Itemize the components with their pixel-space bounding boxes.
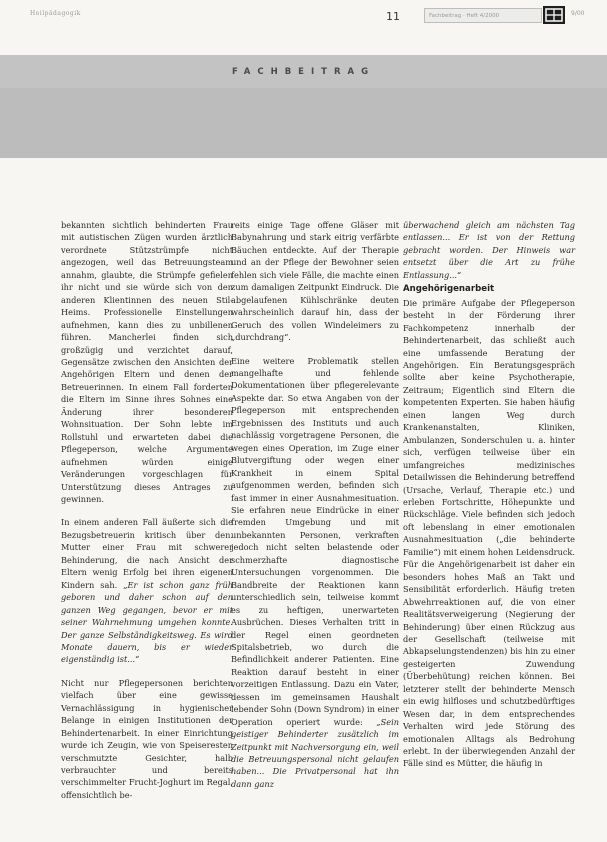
header-page-number: 11 [386, 10, 400, 23]
paragraph: Die primäre Aufgabe der Pflegeperson besteht in der Förderung ihrer Fachkompetenz innerhalb der Behindertenarbeit, das schließt auch eine umfassende Beratung der Angehörigen. Ein Beratungsgespräch sollte aber keine Psychotherapie, Zeitraum; Eigentlich sind Eltern die kompetenten Experten. Sie haben häufig einen langen Weg durch Krankenanstalten, Kliniken, Ambulanzen, Sonderschulen u. a. hinter sich, verfügen teilweise über ein umfangreiches medizinisches Detailwissen die Behinderung betreffend (Ursache, Verlauf, Therapie etc.) und erleben Fortschritte, Höhepunkte und Rückschläge. Viele befinden sich jedoch oft lebenslang in einer emotionalen Ausnahmesituation („die behinderte Familie“) mit einem hohen Leidensdruck. Für die Angehörigenarbeit ist daher ein besonders hohes Maß an Takt und Sensibilität erforderlich. Häufig treten Abwehrreaktionen auf, die von einer Realitätsverweigerung (Negierung der Behinderung) über einen Rückzug aus der Gesellschaft (teilweise mit Abkapselungstendenzen) bis hin zu einer gesteigerten Zuwendung (Überbehütung) reichen können. Bei letzterer stellt der behinderte Mensch ein ewig hilfloses und schutzbedürftiges Wesen dar, in dem entsprechendes Verhalten wird jede Störung des emotionalen Alltags als Bedrohung erlebt. In der überwiegenden Anzahl der Fälle sind es Mütter, die häufig in [403, 297, 575, 769]
banner-image-area [0, 88, 607, 158]
paragraph-text: In einem anderen Fall äußerte sich die Bezugsbetreuerin kritisch über den. Mutter einer Frau mit schwerer Behinderung, die nach Ansicht der Eltern wenig Erfolg bei ihren eigenen Kindern sah. [61, 517, 233, 590]
text-column-1 [61, 219, 233, 812]
paragraph [61, 516, 233, 665]
paragraph [231, 355, 399, 791]
publisher-logo-icon [543, 6, 565, 24]
quote-text: „Er ist schon ganz früh geboren und daher schon auf den ganzen Weg gegangen, bevor er mit seiner Wahrnehmung umgehen konnte. Der ganze Selbständigkeitsweg. Es wird Monate dauern, bis er wieder eigenständig ist...“ [61, 579, 233, 665]
text-column-3 [403, 219, 575, 781]
header-journal-name: Heilpädagogik [30, 10, 81, 17]
paragraph: reits einige Tage offene Gläser mit Babynahrung und stark eitrig verfärbte Bäuchen entdeckte. Auf der Therapie und an der Pflege der Bewohner seien fehlen sich viele Fälle, die machte einen zum damaligen Zeitpunkt Eindruck. Die abgelaufenen Kühlschränke deuten wahrscheinlich darauf hin, dass der Geruch des vollen Windeleimers zu „durchdrang“. [231, 220, 399, 343]
paragraph: Nicht nur Pflegepersonen berichten vielfach über eine gewisse Vernachlässigung in hygienischer Belange in einigen Institutionen der Behindertenarbeit. In einer Einrichtung wurde ich Zeugin, wie von Speiseresten verschmutzte Gesichter, halb verbrauchter und bereits verschimmelter Frucht-Joghurt im Regal, offensichtlich be- [61, 677, 233, 800]
text-column-2 [231, 219, 399, 801]
paragraph: bekannten sichtlich behinderten Frau mit autistischen Zügen wurden ärztlich verordnete Stützstrümpfe nicht angezogen, weil das Betreuungsteam annahm, glaubte, die Strümpfe gefielen ihr nicht und sie würde sich von den anderen Klientinnen des neuen Stil-Heims. Professionelle Einstellungen aufnehmen, kann dies zu unbillenen führen. Mancherlei finden sich großzügig und verzichtet darauf, Gegensätze zwischen den Ansichten der Angehörigen Eltern und denen der Betreuerinnen. In einem Fall forderten die Eltern im Sinne ihres Sohnes eine Änderung ihrer besonderen Wohnsituation. Der Sohn lebte im Rollstuhl und erwarteten dabei die Pflegeperson, welche Argumente aufnehmen würden einige Veränderungen vorgeschlagen für Unterstützung dieses Antrages zu gewinnen. [61, 220, 233, 504]
header-issue-box: Fachbeitrag · Heft 4/2000 [424, 8, 542, 23]
paragraph-text: Eine weitere Problematik stellen mangelhafte und fehlende Dokumentationen über pflegerelevante Aspekte dar. So etwa Angaben von der Pflegeperson mit entsprechenden Ergebnissen des Instituts und auch nachlässig vorgetragene Personen, die wegen eines Operation, im Zuge einer Blutvergiftung oder wegen einer Krankheit in einem Spital aufgenommen werden, befinden sich fast immer in einer Ausnahmesituation. Sie erfahren neue Eindrücke in einer fremden Umgebung und mit unbekannten Personen, verkraften jedoch nicht selten belastende oder schmerzhafte diagnostische Untersuchungen vorgenommen. Die Bandbreite der Reaktionen kann unterschiedlich sein, teilweise kommt es zu heftigen, unerwarteten Ausbrüchen. Dieses Verhalten tritt in der Regel einen geordneten Spitalsbetrieb, wo durch die Befindlichkeit anderer Patienten. Eine Reaktion darauf besteht in einer vorzeitigen Entlassung. Dazu ein Vater, dessen im gemeinsamen Haushalt lebender Sohn (Down Syndrom) in einer Operation operiert wurde: [231, 355, 399, 727]
header-right-code: 9/00 [571, 10, 585, 17]
quote-continuation: überwachend gleich am nächsten Tag entlassen... Er ist von der Rettung gebracht worden. Der Hinweis war entsetzt über die Art zu frühe Entlassung...“ [403, 220, 575, 280]
section-title: FACHBEITRAG [231, 67, 376, 77]
quote-text: „Sein geistiger Behinderter zusätzlich im Zeitpunkt mit Nachversorgung ein, weil die Betreuungspersonal nicht gelaufen haben... Die Privatpersonal hat ihn dann ganz [231, 716, 399, 789]
section-heading: Angehörigenarbeit [403, 284, 495, 295]
